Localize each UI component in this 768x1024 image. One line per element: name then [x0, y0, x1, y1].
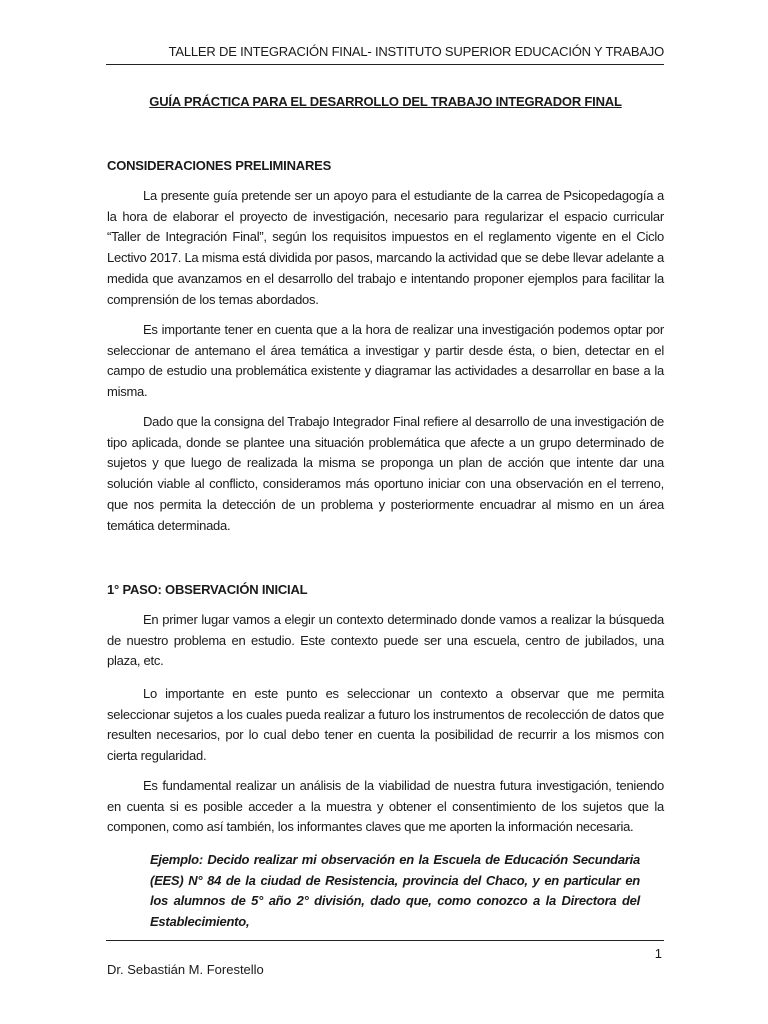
footer-author: Dr. Sebastián M. Forestello [107, 962, 264, 977]
section-heading-preliminares: CONSIDERACIONES PRELIMINARES [107, 158, 332, 173]
example-block: Ejemplo: Decido realizar mi observación en la Escuela de Educación Secundaria (EES) N° 84 de la ciudad de Resistencia, provincia del Chaco, y en particular en los alumnos de 5° año 2° división, dado que, como conozco a la Directora del Establecimiento, [150, 852, 640, 930]
paragraph: En primer lugar vamos a elegir un contexto determinado donde vamos a realizar la búsqueda de nuestro problema en estudio. Este contexto puede ser una escuela, centro de jubilados, una plaza, etc. [107, 612, 664, 669]
paragraph: Es importante tener en cuenta que a la hora de realizar una investigación podemos optar por seleccionar de antemano el área temática a investigar y partir desde ésta, o bien, detectar en el campo de estudio una problemática existente y diagramar las actividades a desarrollar en base a la misma. [107, 322, 664, 400]
paragraph: Dado que la consigna del Trabajo Integrador Final refiere al desarrollo de una investigación de tipo aplicada, donde se plantee una situación problemática que afecte a un grupo determinado de sujetos y que luego de realizada la misma se proponga un plan de acción que intente dar una solución viable al conflicto, consideramos más oportuno iniciar con una observación en el terreno, que nos permita la detección de un problema y posteriormente encuadrar al mismo en un área temática determinada. [107, 414, 664, 533]
paragraph: La presente guía pretende ser un apoyo para el estudiante de la carrea de Psicopedagogía a la hora de elaborar el proyecto de investigación, necesario para regularizar el espacio curricular “Taller de Integración Final”, según los requisitos impuestos en el reglamento vigente en el Ciclo Lectivo 2017. La misma está dividida por pasos, marcando la actividad que se debe llevar adelante a medida que avanzamos en el desarrollo del trabajo e intentando proponer ejemplos para facilitar la comprensión de los temas abordados. [107, 188, 664, 307]
footer-rule [106, 940, 664, 941]
running-header: TALLER DE INTEGRACIÓN FINAL- INSTITUTO SUPERIOR EDUCACIÓN Y TRABAJO [168, 44, 664, 59]
header-rule [106, 64, 664, 65]
page-number: 1 [654, 946, 662, 961]
document-title: GUÍA PRÁCTICA PARA EL DESARROLLO DEL TRABAJO INTEGRADOR FINAL [149, 94, 622, 109]
section-heading-paso-1: 1° PASO: OBSERVACIÓN INICIAL [107, 582, 308, 597]
paragraph: Lo importante en este punto es seleccionar un contexto a observar que me permita seleccionar sujetos a los cuales pueda realizar a futuro los instrumentos de recolección de datos que resulten necesarios, por lo cual debo tener en cuenta la posibilidad de recurrir a los mismos con cierta regularidad. [107, 686, 664, 764]
paragraph: Es fundamental realizar un análisis de la viabilidad de nuestra futura investigación, teniendo en cuenta si es posible acceder a la muestra y obtener el consentimiento de los sujetos que la componen, como así también, los informantes claves que me aporten la información necesaria. [107, 778, 664, 835]
